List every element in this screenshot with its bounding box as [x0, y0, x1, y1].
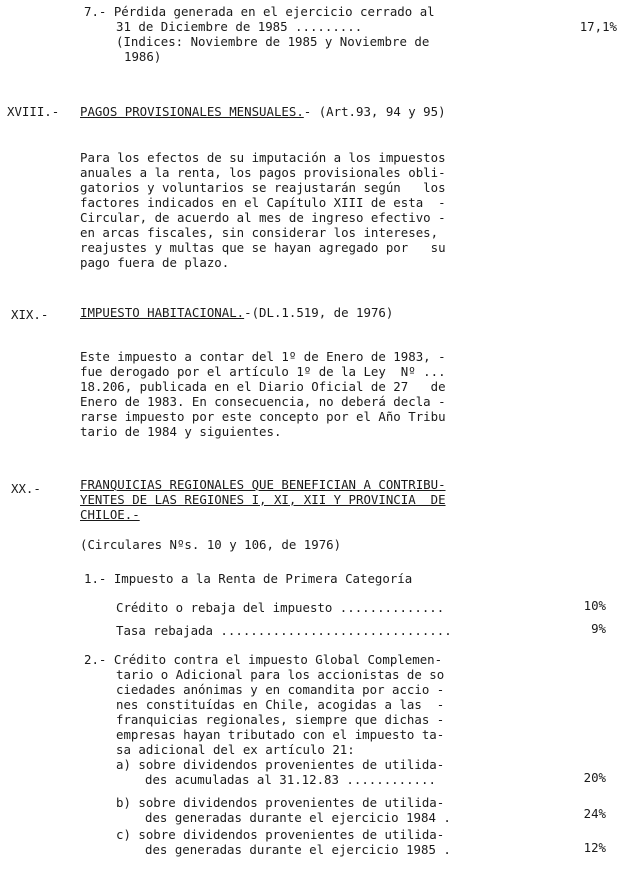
sec19-body-5: tario de 1984 y siguientes.	[80, 424, 282, 439]
item7-line1: 7.- Pérdida generada en el ejercicio cerrado al	[84, 4, 435, 19]
sec18-heading-title: PAGOS PROVISIONALES MENSUALES.	[80, 104, 304, 119]
sec20-item2-sub-a-value: 20%	[583, 770, 606, 785]
sec19-body-0: Este impuesto a contar del 1º de Enero de 1983, -	[80, 349, 446, 364]
sec20-item2-line0: 2.- Crédito contra el impuesto Global Complemen-	[84, 652, 443, 667]
sec18-heading-suffix: - (Art.93, 94 y 95)	[303, 104, 446, 119]
sec20-item2-line3: nes constituídas en Chile, acogidas a las -	[116, 697, 445, 712]
sec20-item1-row1-value: 9%	[591, 621, 606, 636]
sec20-heading-line1: FRANQUICIAS REGIONALES QUE BENEFICIAN A CONTRIBU-	[80, 477, 446, 492]
sec20-item2-sub-a-line1: a) sobre dividendos provenientes de utilida-	[116, 757, 445, 772]
sec19-body-1: fue derogado por el artículo 1º de la Ley Nº ...	[80, 364, 446, 379]
sec20-item1-row0-label: Crédito o rebaja del impuesto ..............	[116, 600, 445, 615]
sec18-body-0: Para los efectos de su imputación a los impuestos	[80, 150, 446, 165]
sec20-item2-sub-b-line1: b) sobre dividendos provenientes de utilida-	[116, 795, 445, 810]
sec20-item1-title: 1.- Impuesto a la Renta de Primera Categoría	[84, 571, 413, 586]
sec18-body-4: Circular, de acuerdo al mes de ingreso efectivo -	[80, 210, 446, 225]
item7-value: 17,1%	[579, 19, 617, 34]
sec20-item2-line6: sa adicional del ex artículo 21:	[116, 742, 355, 757]
sec20-item2-sub-b-value: 24%	[583, 806, 606, 821]
sec20-item2-line1: tario o Adicional para los accionistas de so	[116, 667, 445, 682]
item7-line3: (Indices: Noviembre de 1985 y Noviembre de	[116, 34, 430, 49]
sec18-body-1: anuales a la renta, los pagos provisionales obli-	[80, 165, 446, 180]
sec19-heading	[80, 305, 393, 320]
sec18-body-3: factores indicados en el Capítulo XIII de esta -	[80, 195, 446, 210]
sec20-item2-line5: empresas hayan tributado con el impuesto ta-	[116, 727, 445, 742]
sec18-body-6: reajustes y multas que se hayan agregado por su	[80, 240, 446, 255]
sec20-item2-sub-a-line2: des acumuladas al 31.12.83 ............	[145, 772, 436, 787]
sec19-heading-title: IMPUESTO HABITACIONAL.	[80, 305, 245, 320]
sec19-body-3: Enero de 1983. En consecuencia, no deberá decla -	[80, 394, 446, 409]
sec18-body-2: gatorios y voluntarios se reajustarán según los	[80, 180, 446, 195]
sec20-circulares: (Circulares Nºs. 10 y 106, de 1976)	[80, 537, 342, 552]
sec19-heading-suffix: -(DL.1.519, de 1976)	[244, 305, 394, 320]
sec20-heading-line3: CHILOE.-	[80, 507, 140, 522]
sec20-item2-sub-b-line2: des generadas durante el ejercicio 1984 .	[145, 810, 451, 825]
item7-line4: 1986)	[124, 49, 162, 64]
sec18-number: XVIII.-	[7, 104, 60, 119]
sec19-number: XIX.-	[11, 307, 49, 322]
sec20-item1-row1-label: Tasa rebajada ...............................	[116, 623, 452, 638]
item7-line2: 31 de Diciembre de 1985 .........	[116, 19, 363, 34]
sec20-number: XX.-	[11, 481, 41, 496]
sec20-item2-sub-c-line1: c) sobre dividendos provenientes de utilida-	[116, 827, 445, 842]
sec18-heading	[80, 104, 446, 119]
sec20-item2-line4: franquicias regionales, siempre que dichas -	[116, 712, 445, 727]
sec18-body-5: en arcas fiscales, sin considerar los intereses,	[80, 225, 439, 240]
sec19-body-2: 18.206, publicada en el Diario Oficial de 27 de	[80, 379, 446, 394]
sec18-body-7: pago fuera de plazo.	[80, 255, 230, 270]
sec20-item2-sub-c-line2: des generadas durante el ejercicio 1985 .	[145, 842, 451, 857]
sec20-heading-line2: YENTES DE LAS REGIONES I, XI, XII Y PROVINCIA DE	[80, 492, 446, 507]
sec20-item1-row0-value: 10%	[583, 598, 606, 613]
sec20-item2-sub-c-value: 12%	[583, 840, 606, 855]
sec19-body-4: rarse impuesto por este concepto por el Año Tribu	[80, 409, 446, 424]
sec20-item2-line2: ciedades anónimas y en comandita por accio -	[116, 682, 445, 697]
